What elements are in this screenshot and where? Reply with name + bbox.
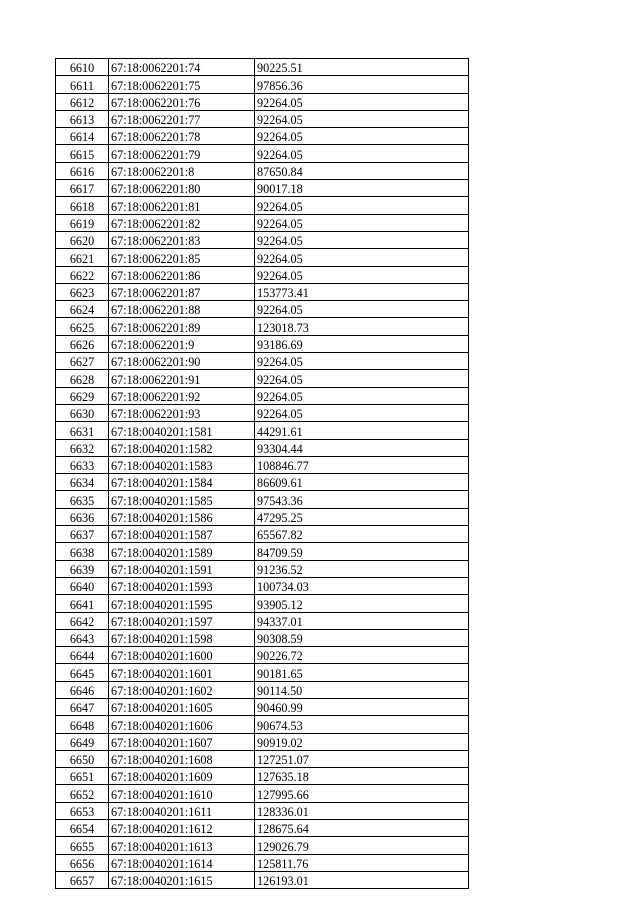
table-row [56, 785, 469, 802]
value-cell: 108846.77 [255, 456, 469, 473]
table-row [56, 439, 469, 456]
row-number-cell: 6622 [56, 266, 109, 283]
table-row [56, 526, 469, 543]
cadastral-number-cell: 67:18:0040201:1608 [109, 750, 255, 767]
table-row [56, 733, 469, 750]
cadastral-number-cell: 67:18:0040201:1613 [109, 837, 255, 854]
table-row [56, 820, 469, 837]
value-cell: 93304.44 [255, 439, 469, 456]
value-cell: 127251.07 [255, 750, 469, 767]
table-row [56, 837, 469, 854]
table-row [56, 128, 469, 145]
value-cell: 90674.53 [255, 716, 469, 733]
value-cell: 90225.51 [255, 59, 469, 76]
row-number-cell: 6613 [56, 110, 109, 127]
table-row [56, 647, 469, 664]
row-number-cell: 6651 [56, 768, 109, 785]
row-number-cell: 6629 [56, 387, 109, 404]
row-number-cell: 6618 [56, 197, 109, 214]
row-number-cell: 6646 [56, 681, 109, 698]
value-cell: 90919.02 [255, 733, 469, 750]
row-number-cell: 6655 [56, 837, 109, 854]
table-row [56, 404, 469, 421]
value-cell: 44291.61 [255, 422, 469, 439]
table-row [56, 422, 469, 439]
row-number-cell: 6616 [56, 162, 109, 179]
value-cell: 123018.73 [255, 318, 469, 335]
row-number-cell: 6626 [56, 335, 109, 352]
cadastral-number-cell: 67:18:0040201:1591 [109, 560, 255, 577]
row-number-cell: 6638 [56, 543, 109, 560]
value-cell: 86609.61 [255, 474, 469, 491]
cadastral-number-cell: 67:18:0040201:1605 [109, 698, 255, 715]
row-number-cell: 6653 [56, 802, 109, 819]
row-number-cell: 6639 [56, 560, 109, 577]
table-row [56, 353, 469, 370]
value-cell: 90181.65 [255, 664, 469, 681]
value-cell: 90017.18 [255, 180, 469, 197]
row-number-cell: 6611 [56, 76, 109, 93]
cadastral-number-cell: 67:18:0040201:1581 [109, 422, 255, 439]
cadastral-number-cell: 67:18:0062201:93 [109, 404, 255, 421]
table-row [56, 871, 469, 888]
cadastral-number-cell: 67:18:0040201:1584 [109, 474, 255, 491]
cadastral-number-cell: 67:18:0062201:91 [109, 370, 255, 387]
table-row [56, 110, 469, 127]
table-row [56, 283, 469, 300]
value-cell: 153773.41 [255, 283, 469, 300]
table-row [56, 629, 469, 646]
table-row [56, 145, 469, 162]
cadastral-number-cell: 67:18:0040201:1598 [109, 629, 255, 646]
value-cell: 92264.05 [255, 145, 469, 162]
cadastral-number-cell: 67:18:0040201:1602 [109, 681, 255, 698]
table-row [56, 716, 469, 733]
row-number-cell: 6617 [56, 180, 109, 197]
row-number-cell: 6624 [56, 301, 109, 318]
row-number-cell: 6627 [56, 353, 109, 370]
cadastral-number-cell: 67:18:0062201:80 [109, 180, 255, 197]
row-number-cell: 6620 [56, 231, 109, 248]
value-cell: 91236.52 [255, 560, 469, 577]
row-number-cell: 6647 [56, 698, 109, 715]
cadastral-number-cell: 67:18:0040201:1610 [109, 785, 255, 802]
table-row [56, 664, 469, 681]
value-cell: 100734.03 [255, 577, 469, 594]
row-number-cell: 6631 [56, 422, 109, 439]
value-cell: 92264.05 [255, 128, 469, 145]
cadastral-number-cell: 67:18:0062201:78 [109, 128, 255, 145]
table-row [56, 698, 469, 715]
table-row [56, 802, 469, 819]
row-number-cell: 6628 [56, 370, 109, 387]
value-cell: 127635.18 [255, 768, 469, 785]
value-cell: 92264.05 [255, 214, 469, 231]
cadastral-number-cell: 67:18:0062201:90 [109, 353, 255, 370]
value-cell: 92264.05 [255, 266, 469, 283]
row-number-cell: 6623 [56, 283, 109, 300]
value-cell: 92264.05 [255, 370, 469, 387]
cadastral-number-cell: 67:18:0062201:81 [109, 197, 255, 214]
value-cell: 90114.50 [255, 681, 469, 698]
table-row [56, 854, 469, 871]
table-body [56, 59, 469, 889]
table-row [56, 560, 469, 577]
value-cell: 92264.05 [255, 249, 469, 266]
table-row [56, 249, 469, 266]
table-row [56, 59, 469, 76]
cadastral-number-cell: 67:18:0062201:89 [109, 318, 255, 335]
cadastral-number-cell: 67:18:0062201:83 [109, 231, 255, 248]
row-number-cell: 6635 [56, 491, 109, 508]
table-row [56, 76, 469, 93]
value-cell: 92264.05 [255, 353, 469, 370]
value-cell: 128336.01 [255, 802, 469, 819]
table-row [56, 612, 469, 629]
cadastral-number-cell: 67:18:0062201:87 [109, 283, 255, 300]
row-number-cell: 6630 [56, 404, 109, 421]
value-cell: 92264.05 [255, 197, 469, 214]
table-row [56, 474, 469, 491]
row-number-cell: 6657 [56, 871, 109, 888]
cadastral-number-cell: 67:18:0062201:79 [109, 145, 255, 162]
value-cell: 90226.72 [255, 647, 469, 664]
row-number-cell: 6610 [56, 59, 109, 76]
row-number-cell: 6656 [56, 854, 109, 871]
cadastral-number-cell: 67:18:0062201:82 [109, 214, 255, 231]
row-number-cell: 6640 [56, 577, 109, 594]
table-row [56, 197, 469, 214]
table-row [56, 543, 469, 560]
table-row [56, 750, 469, 767]
table-row [56, 231, 469, 248]
value-cell: 129026.79 [255, 837, 469, 854]
row-number-cell: 6632 [56, 439, 109, 456]
cadastral-number-cell: 67:18:0040201:1586 [109, 508, 255, 525]
table-row [56, 491, 469, 508]
table-row [56, 214, 469, 231]
value-cell: 125811.76 [255, 854, 469, 871]
value-cell: 92264.05 [255, 387, 469, 404]
value-cell: 93186.69 [255, 335, 469, 352]
cadastral-number-cell: 67:18:0062201:88 [109, 301, 255, 318]
table-row [56, 768, 469, 785]
cadastral-number-cell: 67:18:0040201:1593 [109, 577, 255, 594]
cadastral-number-cell: 67:18:0040201:1585 [109, 491, 255, 508]
value-cell: 97856.36 [255, 76, 469, 93]
cadastral-number-cell: 67:18:0040201:1601 [109, 664, 255, 681]
table-row [56, 456, 469, 473]
cadastral-number-cell: 67:18:0040201:1587 [109, 526, 255, 543]
table-row [56, 180, 469, 197]
table-row [56, 577, 469, 594]
table-row [56, 301, 469, 318]
table-row [56, 335, 469, 352]
cadastral-number-cell: 67:18:0040201:1614 [109, 854, 255, 871]
row-number-cell: 6636 [56, 508, 109, 525]
cadastral-number-cell: 67:18:0062201:76 [109, 93, 255, 110]
row-number-cell: 6621 [56, 249, 109, 266]
cadastral-number-cell: 67:18:0040201:1609 [109, 768, 255, 785]
cadastral-number-cell: 67:18:0040201:1583 [109, 456, 255, 473]
table-row [56, 387, 469, 404]
value-cell: 90308.59 [255, 629, 469, 646]
cadastral-number-cell: 67:18:0062201:85 [109, 249, 255, 266]
row-number-cell: 6619 [56, 214, 109, 231]
cadastral-number-cell: 67:18:0062201:92 [109, 387, 255, 404]
table-row [56, 681, 469, 698]
cadastral-number-cell: 67:18:0040201:1589 [109, 543, 255, 560]
row-number-cell: 6654 [56, 820, 109, 837]
row-number-cell: 6612 [56, 93, 109, 110]
row-number-cell: 6648 [56, 716, 109, 733]
cadastral-number-cell: 67:18:0062201:8 [109, 162, 255, 179]
cadastral-number-cell: 67:18:0062201:75 [109, 76, 255, 93]
row-number-cell: 6615 [56, 145, 109, 162]
cadastral-number-cell: 67:18:0040201:1595 [109, 595, 255, 612]
value-cell: 92264.05 [255, 231, 469, 248]
table-row [56, 266, 469, 283]
value-cell: 47295.25 [255, 508, 469, 525]
data-table [55, 58, 469, 889]
value-cell: 127995.66 [255, 785, 469, 802]
value-cell: 128675.64 [255, 820, 469, 837]
row-number-cell: 6652 [56, 785, 109, 802]
cadastral-number-cell: 67:18:0040201:1612 [109, 820, 255, 837]
cadastral-number-cell: 67:18:0040201:1597 [109, 612, 255, 629]
row-number-cell: 6637 [56, 526, 109, 543]
cadastral-number-cell: 67:18:0062201:74 [109, 59, 255, 76]
cadastral-number-cell: 67:18:0040201:1582 [109, 439, 255, 456]
value-cell: 87650.84 [255, 162, 469, 179]
row-number-cell: 6633 [56, 456, 109, 473]
row-number-cell: 6644 [56, 647, 109, 664]
value-cell: 126193.01 [255, 871, 469, 888]
cadastral-number-cell: 67:18:0040201:1606 [109, 716, 255, 733]
table-row [56, 318, 469, 335]
value-cell: 65567.82 [255, 526, 469, 543]
cadastral-number-cell: 67:18:0062201:77 [109, 110, 255, 127]
cadastral-number-cell: 67:18:0062201:86 [109, 266, 255, 283]
value-cell: 92264.05 [255, 404, 469, 421]
value-cell: 92264.05 [255, 93, 469, 110]
table-row [56, 595, 469, 612]
table-row [56, 370, 469, 387]
cadastral-number-cell: 67:18:0062201:9 [109, 335, 255, 352]
cadastral-number-cell: 67:18:0040201:1607 [109, 733, 255, 750]
row-number-cell: 6649 [56, 733, 109, 750]
row-number-cell: 6625 [56, 318, 109, 335]
value-cell: 84709.59 [255, 543, 469, 560]
value-cell: 92264.05 [255, 110, 469, 127]
value-cell: 94337.01 [255, 612, 469, 629]
row-number-cell: 6645 [56, 664, 109, 681]
row-number-cell: 6634 [56, 474, 109, 491]
table-row [56, 508, 469, 525]
table-row [56, 162, 469, 179]
value-cell: 97543.36 [255, 491, 469, 508]
value-cell: 93905.12 [255, 595, 469, 612]
row-number-cell: 6641 [56, 595, 109, 612]
cadastral-number-cell: 67:18:0040201:1600 [109, 647, 255, 664]
cadastral-number-cell: 67:18:0040201:1611 [109, 802, 255, 819]
table-row [56, 93, 469, 110]
row-number-cell: 6614 [56, 128, 109, 145]
value-cell: 92264.05 [255, 301, 469, 318]
row-number-cell: 6642 [56, 612, 109, 629]
cadastral-number-cell: 67:18:0040201:1615 [109, 871, 255, 888]
value-cell: 90460.99 [255, 698, 469, 715]
row-number-cell: 6643 [56, 629, 109, 646]
row-number-cell: 6650 [56, 750, 109, 767]
